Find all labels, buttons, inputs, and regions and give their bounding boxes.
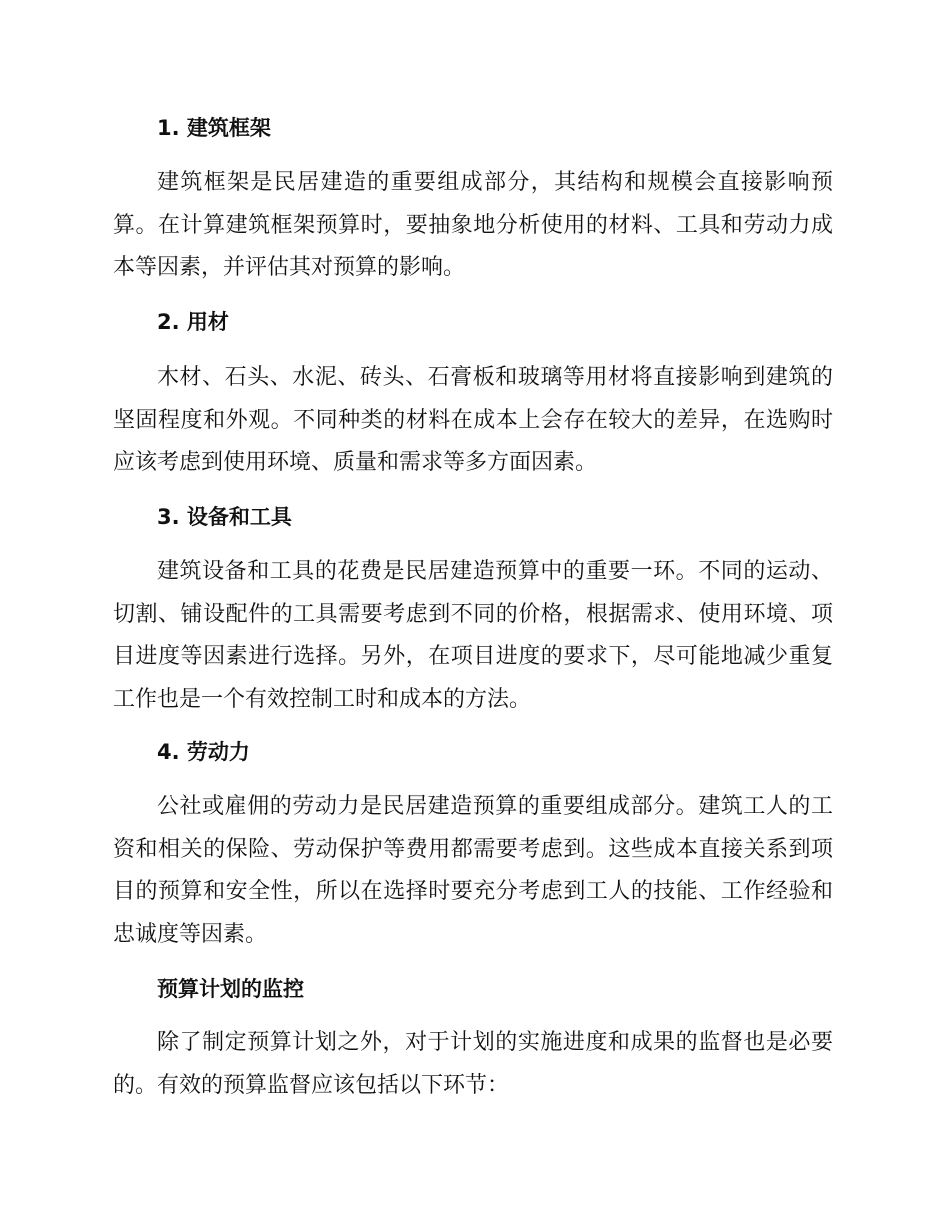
section-heading-materials: 2. 用材 (157, 310, 229, 334)
section-body-labor: 公社或雇佣的劳动力是民居建造预算的重要组成部分。建筑工人的工资和相关的保险、劳动保护等费用都需要考虑到。这些成本直接关系到项目的预算和安全性，所以在选择时要充分考虑到工人的技能、工作经验和忠诚度等因素。 (113, 794, 833, 947)
section-heading-framework: 1. 建筑框架 (157, 116, 271, 140)
section-heading-labor: 4. 劳动力 (157, 740, 250, 764)
section-body-equipment: 建筑设备和工具的花费是民居建造预算中的重要一环。不同的运动、切割、铺设配件的工具需要考虑到不同的价格，根据需求、使用环境、项目进度等因素进行选择。另外，在项目进度的要求下，尽可能地减少重复工作也是一个有效控制工时和成本的方法。 (113, 559, 833, 712)
section-body-budget-monitoring: 除了制定预算计划之外，对于计划的实施进度和成果的监督也是必要的。有效的预算监督应该包括以下环节： (113, 1030, 833, 1098)
section-heading-equipment: 3. 设备和工具 (157, 505, 292, 529)
section-body-materials: 木材、石头、水泥、砖头、石膏板和玻璃等用材将直接影响到建筑的坚固程度和外观。不同种类的材料在成本上会存在较大的差异，在选购时应该考虑到使用环境、质量和需求等多方面因素。 (113, 365, 833, 475)
section-heading-budget-monitoring: 预算计划的监控 (157, 977, 304, 1001)
section-body-framework: 建筑框架是民居建造的重要组成部分，其结构和规模会直接影响预算。在计算建筑框架预算时，要抽象地分析使用的材料、工具和劳动力成本等因素，并评估其对预算的影响。 (113, 170, 833, 280)
